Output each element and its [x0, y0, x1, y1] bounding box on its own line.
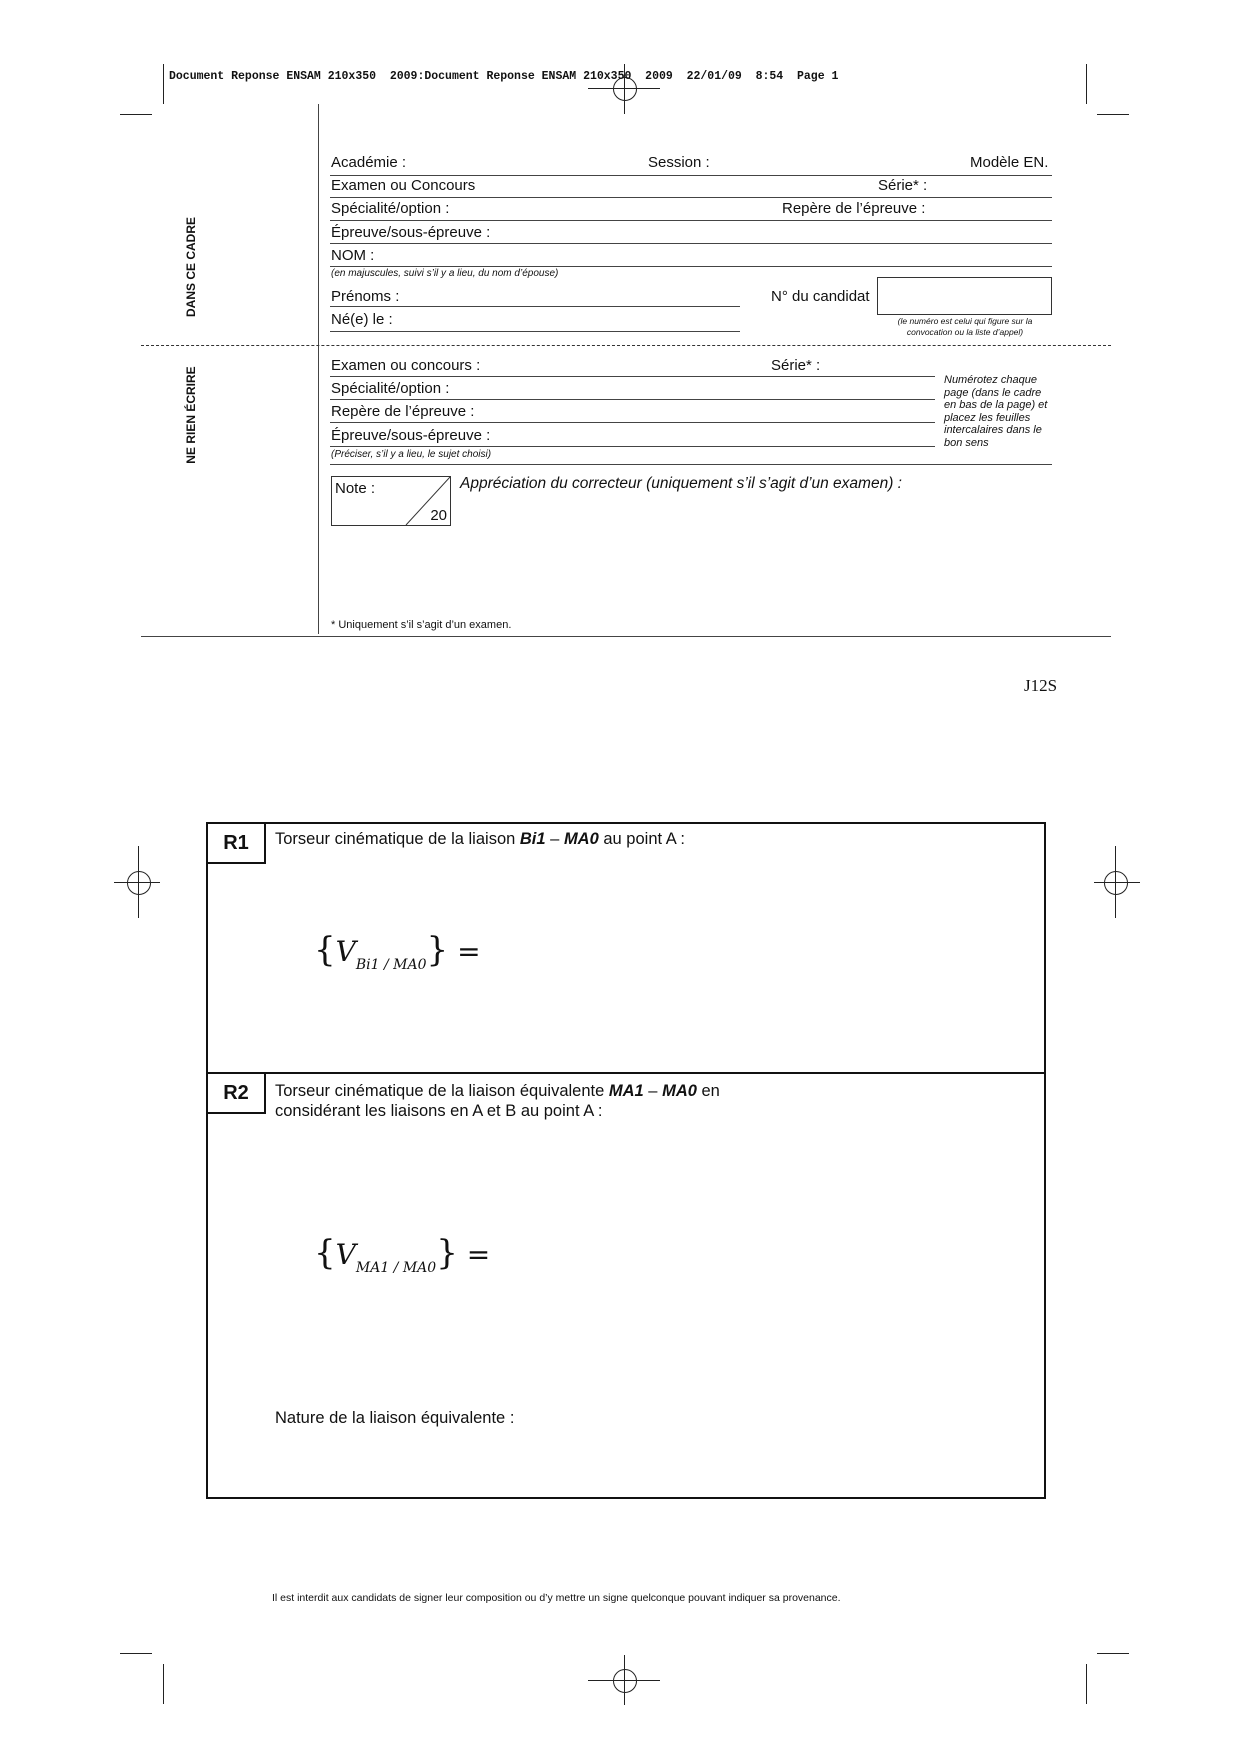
- question-text-part: MA1: [608, 1082, 644, 1100]
- question-text-part: MA0: [563, 830, 599, 848]
- repere-label[interactable]: Repère de l’épreuve :: [782, 200, 926, 217]
- doc-code: J12S: [1024, 676, 1058, 695]
- appreciation-label: Appréciation du correcteur (uniquement s’il s’agit d’un examen) :: [460, 475, 902, 492]
- nom-note: (en majuscules, suivi s’il y a lieu, du nom d’épouse): [331, 268, 559, 279]
- formula-sub: Bi1 / MA0: [355, 957, 427, 973]
- formula-var: V: [335, 1238, 356, 1271]
- formula-var: V: [335, 935, 356, 968]
- modele-label: Modèle EN.: [970, 154, 1049, 171]
- numerotez-line: placez les feuilles: [944, 411, 1031, 424]
- formula-eq: =: [466, 1238, 491, 1271]
- bottom-notice: Il est interdit aux candidats de signer leur composition ou d’y mettre un signe quelconque pouvant indiquer sa provenance.: [272, 1592, 841, 1604]
- field-line: [330, 266, 1052, 267]
- brace-close: }: [436, 1233, 458, 1273]
- question-label: R1: [208, 824, 266, 864]
- field-line: [330, 376, 935, 377]
- crop-mark: [163, 64, 164, 104]
- question-text-part: MA0: [662, 1082, 697, 1100]
- side-label-bottom: NE RIEN ÉCRIRE: [184, 366, 198, 464]
- brace-open: {: [314, 930, 336, 970]
- numerotez-line: bon sens: [944, 436, 989, 449]
- candidat-note-line: convocation ou la liste d’appel): [906, 327, 1024, 337]
- question-text-part: –: [643, 1082, 663, 1100]
- torseur-formula: [314, 930, 481, 973]
- question-text-part: Torseur cinématique de la liaison: [275, 830, 520, 848]
- note-box[interactable]: [331, 476, 451, 526]
- numerotez-line: page (dans le cadre: [944, 386, 1042, 399]
- formula-eq: =: [457, 935, 481, 968]
- candidat-note-line: (le numéro est celui qui figure sur la: [897, 316, 1033, 326]
- question-label: R2: [208, 1074, 266, 1114]
- prenoms-label[interactable]: Prénoms :: [331, 288, 400, 305]
- field-line: [330, 306, 740, 307]
- specialite-label[interactable]: Spécialité/option :: [331, 200, 450, 217]
- answer-box-r2[interactable]: [206, 1072, 1046, 1499]
- crop-mark: [1086, 64, 1087, 104]
- question-text-line: considérant les liaisons en A et B au point A :: [275, 1102, 603, 1120]
- field-line: [330, 399, 935, 400]
- frame-left-line: [318, 104, 319, 634]
- examen-concours-label-2[interactable]: Examen ou concours :: [331, 357, 481, 374]
- note-max: 20: [430, 507, 447, 524]
- crop-mark: [120, 1653, 152, 1654]
- numerotez-line: en bas de la page) et: [944, 399, 1048, 411]
- repere-label-2[interactable]: Repère de l’épreuve :: [331, 403, 475, 420]
- field-line: [330, 243, 1052, 244]
- footnote: * Uniquement s’il s’agit d’un examen.: [331, 619, 512, 631]
- brace-open: {: [314, 1233, 336, 1273]
- crop-mark: [1097, 1653, 1129, 1654]
- question-text-part: –: [545, 830, 564, 848]
- question-text: [275, 1081, 720, 1121]
- question-text-part: Torseur cinématique de la liaison équivalente: [275, 1082, 609, 1100]
- epreuve-label-2[interactable]: Épreuve/sous-épreuve :: [331, 427, 491, 444]
- torseur-formula: [314, 1233, 490, 1276]
- numerotez-line: intercalaires dans le: [944, 424, 1042, 436]
- field-line: [330, 446, 935, 447]
- numerotez-line: Numérotez chaque: [944, 374, 1037, 386]
- field-line: [330, 175, 1052, 176]
- nature-label: Nature de la liaison équivalente :: [275, 1409, 515, 1427]
- crop-mark: [163, 1664, 164, 1704]
- nom-label[interactable]: NOM :: [331, 247, 375, 264]
- question-text: [275, 829, 685, 849]
- frame-bottom-line: [141, 636, 1111, 637]
- question-text-part: en: [696, 1082, 720, 1100]
- candidat-note: [870, 316, 1060, 338]
- field-line: [330, 464, 1052, 465]
- field-line: [330, 197, 1052, 198]
- crop-mark: [1097, 114, 1129, 115]
- answer-box-r1[interactable]: [206, 822, 1046, 1074]
- side-label-top: DANS CE CADRE: [184, 217, 198, 318]
- cut-line: [141, 345, 1111, 346]
- crop-mark: [1086, 1664, 1087, 1704]
- epreuve-label[interactable]: Épreuve/sous-épreuve :: [331, 224, 491, 241]
- numerotez-note: [944, 374, 1047, 449]
- question-text-part: Bi1: [519, 830, 546, 848]
- serie-label[interactable]: Série* :: [878, 177, 928, 194]
- candidat-label: N° du candidat: [771, 288, 870, 305]
- crop-mark: [120, 114, 152, 115]
- question-text-line: [275, 1081, 720, 1101]
- question-text-part: au point A :: [598, 830, 686, 848]
- field-line: [330, 422, 935, 423]
- ne-le-label[interactable]: Né(e) le :: [331, 311, 393, 328]
- note-label: Note :: [335, 480, 376, 497]
- print-header: Document Reponse ENSAM 210x350 2009:Document Reponse ENSAM 210x350 2009 22/01/09 8:54 Page 1: [169, 70, 839, 83]
- preciser-note: (Préciser, s’il y a lieu, le sujet choisi): [331, 449, 492, 460]
- brace-close: }: [426, 930, 449, 970]
- candidat-number-box[interactable]: [877, 277, 1052, 315]
- examen-concours-label[interactable]: Examen ou Concours: [331, 177, 476, 194]
- field-line: [330, 220, 1052, 221]
- session-label: Session :: [648, 154, 710, 171]
- specialite-label-2[interactable]: Spécialité/option :: [331, 380, 450, 397]
- academie-label: Académie :: [331, 154, 407, 171]
- serie-label-2[interactable]: Série* :: [771, 357, 821, 374]
- formula-sub: MA1 / MA0: [355, 1260, 437, 1276]
- field-line: [330, 331, 740, 332]
